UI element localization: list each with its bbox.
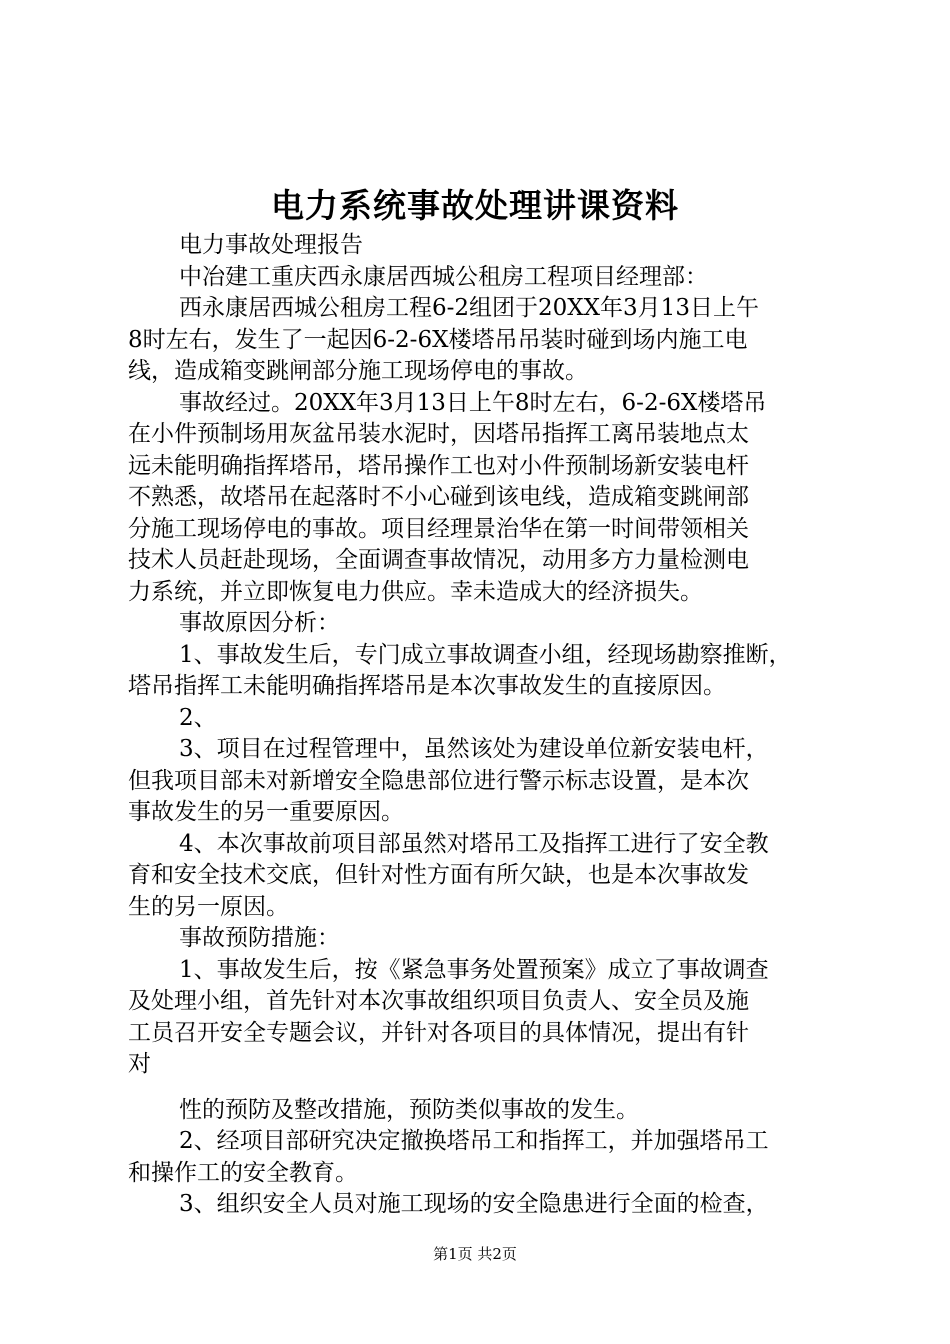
document-body — [128, 230, 834, 1221]
text-line: 不熟悉，故塔吊在起落时不小心碰到该电线，造成箱变跳闸部 — [128, 484, 749, 510]
text-line: 中冶建工重庆西永康居西城公租房工程项目经理部： — [179, 263, 708, 290]
text-line: 及处理小组，首先针对本次事故组织项目负责人、安全员及施 — [128, 988, 749, 1014]
text-line: 事故经过。20XX年3月13日上午8时左右，6-2-6X楼塔吊 — [179, 389, 767, 416]
text-line: 工员召开安全专题会议，并针对各项目的具体情况，提出有针 — [128, 1019, 749, 1046]
text-line: 但我项目部未对新增安全隐患部位进行警示标志设置，是本次 — [128, 767, 749, 794]
text-line: 1、事故发生后，按《紧急事务处置预案》成立了事故调查 — [179, 956, 769, 983]
text-line: 4、本次事故前项目部虽然对塔吊工及指挥工进行了安全教 — [179, 830, 769, 857]
text-line: 2、 — [179, 704, 217, 731]
text-line: 3、项目在过程管理中，虽然该处为建设单位新安装电杆， — [179, 736, 769, 762]
text-line: 性的预防及整改措施，预防类似事故的发生。 — [179, 1096, 639, 1123]
text-line: 电力事故处理报告 — [179, 232, 363, 258]
text-line: 远未能明确指挥塔吊，塔吊操作工也对小件预制场新安装电杆 — [128, 452, 749, 479]
text-line: 分施工现场停电的事故。项目经理景治华在第一时间带领相关 — [128, 515, 749, 542]
text-line: 事故预防措施： — [179, 925, 340, 951]
text-line: 技术人员赶赴现场，全面调查事故情况，动用多方力量检测电 — [128, 547, 749, 573]
page-title: 电力系统事故处理讲课资料 — [271, 186, 679, 225]
page-footer: 第1页 共2页 — [433, 1245, 517, 1263]
text-line: 在小件预制场用灰盆吊装水泥时，因塔吊指挥工离吊装地点太 — [128, 421, 749, 447]
text-line: 西永康居西城公租房工程6-2组团于20XX年3月13日上午 — [179, 295, 759, 321]
text-line: 事故原因分析： — [179, 610, 340, 636]
text-line: 线，造成箱变跳闸部分施工现场停电的事故。 — [128, 358, 588, 384]
text-line: 育和安全技术交底，但针对性方面有所欠缺，也是本次事故发 — [128, 862, 749, 888]
text-line: 1、事故发生后，专门成立事故调查小组，经现场勘察推断， — [179, 641, 792, 668]
text-line: 事故发生的另一重要原因。 — [128, 799, 404, 825]
text-line: 2、经项目部研究决定撤换塔吊工和指挥工，并加强塔吊工 — [179, 1128, 769, 1154]
text-line: 生的另一原因。 — [128, 893, 289, 920]
text-line: 力系统，并立即恢复电力供应。幸未造成大的经济损失。 — [128, 578, 703, 605]
text-line: 塔吊指挥工未能明确指挥塔吊是本次事故发生的直接原因。 — [128, 673, 726, 699]
text-line: 和操作工的安全教育。 — [128, 1159, 358, 1186]
text-line: 3、组织安全人员对施工现场的安全隐患进行全面的检查， — [179, 1191, 769, 1217]
text-line: 8时左右，发生了一起因6-2-6X楼塔吊吊装时碰到场内施工电 — [128, 326, 748, 353]
text-line: 对 — [128, 1051, 151, 1077]
